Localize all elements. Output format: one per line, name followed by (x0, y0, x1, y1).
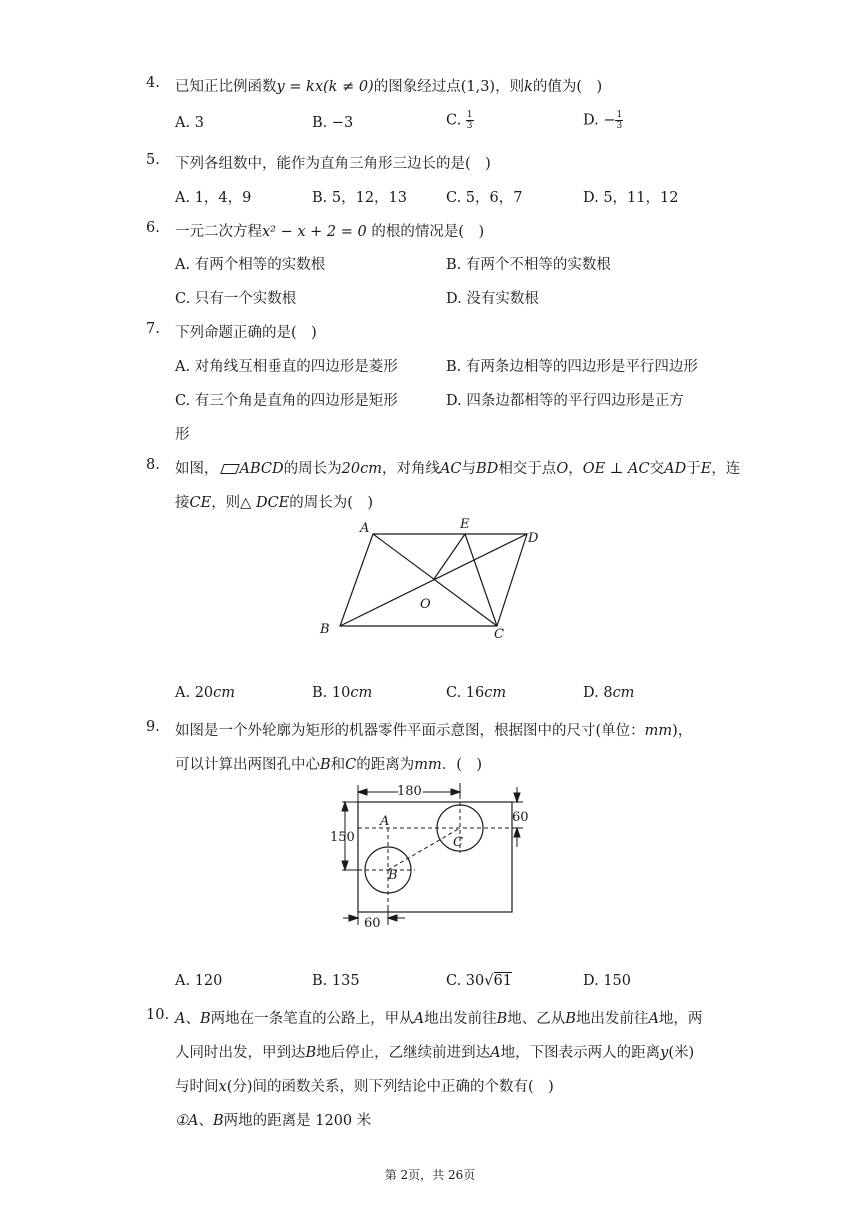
stem-text: 地，下图表示两人的距离 (500, 1045, 661, 1061)
option-label: D. − (583, 112, 616, 129)
label-d: D (528, 531, 539, 546)
arrow-60-bottom-left (349, 915, 358, 921)
segment-ce (465, 534, 497, 626)
label-a: A (380, 814, 390, 829)
point: A (648, 1011, 659, 1027)
question-stem-line2 (175, 753, 482, 774)
question-number: 9. (146, 719, 160, 735)
option-label: C. 30 (446, 973, 485, 989)
option-b[interactable]: B. 135 (312, 973, 360, 989)
label-c: C (494, 627, 504, 642)
option-b[interactable]: B. 有两条边相等的四边形是平行四边形 (446, 359, 698, 375)
option-c[interactable] (446, 685, 506, 701)
stem-text: 的图象经过点 (373, 79, 461, 95)
stem-text: ，连 (711, 461, 741, 477)
option-c[interactable] (446, 110, 474, 131)
point: B (496, 1011, 508, 1027)
question-stem-line1 (175, 1007, 702, 1028)
label-b: B (320, 622, 330, 637)
question-stem (175, 75, 602, 96)
stem-text: 地出发前往 (575, 1011, 649, 1027)
stem-text: 的周长为( ) (289, 495, 374, 511)
stem-text: 于 (686, 461, 701, 477)
stem-text: ，则△ (211, 495, 256, 511)
statement-1 (175, 1109, 371, 1130)
variable: x (218, 1079, 227, 1095)
question-number: 10. (146, 1007, 170, 1023)
dash-line-bc (388, 828, 460, 870)
stem-text: 可以计算出两图孔中心 (175, 757, 320, 773)
stem-text: 相交于点 (498, 461, 557, 477)
triangle-name: DCE (255, 495, 290, 511)
dim-label-60-right: 60 (512, 810, 529, 825)
point: A (490, 1045, 501, 1061)
option-d[interactable] (583, 685, 634, 701)
sqrt-icon: √ (484, 973, 494, 989)
equation: y = kx(k ≠ 0) (276, 79, 374, 95)
stem-text: 两地的距离是 1200 米 (223, 1113, 372, 1129)
stem-text: 接 (175, 495, 190, 511)
arrow-180-left (358, 789, 367, 795)
point: B (305, 1045, 317, 1061)
variable: k (524, 79, 533, 95)
option-b[interactable]: B. −3 (312, 115, 354, 131)
stem-text: 交 (649, 461, 665, 477)
stem-text: 的值为( ) (532, 79, 603, 95)
option-b[interactable] (312, 685, 372, 701)
length: 20cm (341, 461, 382, 477)
stem-text: 地后停止，乙继续前进到达 (316, 1045, 491, 1061)
option-c[interactable]: C. 只有一个实数根 (175, 291, 297, 307)
unit: cm (213, 685, 236, 701)
stem-text: 一元二次方程 (175, 224, 262, 240)
dim-label-180: 180 (397, 784, 422, 799)
point: A (413, 1011, 425, 1027)
stem-text: 的距离为 (356, 757, 415, 773)
stem-text: (米) (668, 1045, 695, 1061)
question-number: 5. (146, 152, 160, 168)
question-stem-line2 (175, 1041, 694, 1062)
stem-text: 两地在一条笔直的公路上，甲从 (210, 1011, 414, 1027)
stem-text: 地出发前往 (424, 1011, 497, 1027)
point: C (345, 757, 357, 773)
arrow-150-bottom (342, 861, 348, 870)
parallelogram-figure (310, 512, 550, 642)
stem-text: 人同时出发，甲到达 (175, 1045, 306, 1061)
stem-text: 的根的情况是( ) (366, 224, 485, 240)
option-d[interactable]: D. 5，11，12 (583, 190, 679, 206)
point: A (175, 1011, 186, 1027)
option-c[interactable]: C. 有三个角是直角的四边形是矩形 (175, 393, 398, 409)
segment: BD (476, 461, 499, 477)
relation: OE ⊥ AC (582, 461, 650, 477)
diagonal-ac (373, 534, 497, 626)
unit: cm (350, 685, 373, 701)
denominator: 3 (616, 121, 623, 131)
unit: cm (484, 685, 507, 701)
stem-text: 已知正比例函数 (175, 79, 277, 95)
stem-text: )， (672, 723, 693, 739)
stem-text: 与 (461, 461, 477, 477)
option-a[interactable]: A. 120 (175, 973, 223, 989)
option-label: B. 10 (312, 685, 351, 701)
unit: mm (414, 757, 442, 773)
stem-text: 地、乙从 (507, 1011, 566, 1027)
stem-text: (分)间的函数关系，则下列结论中正确的个数有( ) (226, 1079, 554, 1095)
option-a[interactable]: A. 对角线互相垂直的四边形是菱形 (175, 359, 398, 375)
radicand: 61 (493, 973, 512, 989)
numerator: 1 (616, 110, 623, 120)
parallelogram-icon (220, 464, 240, 474)
option-label: D. 8 (583, 685, 613, 701)
page-footer: 第 2页，共 26页 (384, 1168, 476, 1182)
stem-text: ， (568, 461, 583, 477)
stem-text: 的周长为 (283, 461, 342, 477)
question-stem (175, 220, 484, 241)
point: E (700, 461, 712, 477)
dim-label-150: 150 (330, 830, 355, 845)
option-a[interactable] (175, 685, 235, 701)
question-number: 4. (146, 75, 160, 91)
question-stem-line1 (175, 457, 740, 478)
arrow-60-bottom-right (388, 915, 397, 921)
option-c[interactable] (446, 973, 512, 989)
option-c[interactable]: C. 5，6，7 (446, 190, 523, 206)
figure-name: ABCD (239, 461, 284, 477)
segment: CE (189, 495, 212, 511)
arrow-60-right-top (514, 793, 520, 802)
point: O (556, 461, 569, 477)
arrow-60-right-bottom (514, 828, 520, 837)
stem-text: ，对角线 (381, 461, 440, 477)
question-number: 6. (146, 220, 160, 236)
variable: y (660, 1045, 669, 1061)
question-number: 8. (146, 457, 160, 473)
stem-text: 地，两 (658, 1011, 703, 1027)
option-d-wrap: 形 (175, 427, 190, 443)
question-stem-line1 (175, 719, 692, 740)
equation: x² − x + 2 = 0 (262, 224, 367, 240)
option-label: C. 16 (446, 685, 485, 701)
fraction (615, 110, 623, 131)
option-d[interactable] (583, 110, 623, 131)
denominator: 3 (466, 121, 473, 131)
question-stem-line2 (175, 491, 373, 512)
machine-part-figure (325, 775, 540, 935)
option-d[interactable]: D. 没有实数根 (446, 291, 539, 307)
arrow-150-top (342, 802, 348, 811)
point: B (212, 1113, 224, 1129)
segment: AC (439, 461, 462, 477)
question-stem: 下列命题正确的是( ) (175, 325, 317, 341)
option-b[interactable]: B. 5，12，13 (312, 190, 408, 206)
stem-text: ．( ) (441, 757, 483, 773)
fraction (466, 110, 474, 131)
point: B (565, 1011, 576, 1027)
unit: cm (612, 685, 635, 701)
stem-text: 、 (185, 1011, 200, 1027)
question-stem-line3 (175, 1075, 554, 1096)
question-number: 7. (146, 321, 160, 337)
segment: AD (664, 461, 687, 477)
stem-text: 、 (198, 1113, 213, 1129)
option-a[interactable]: A. 3 (175, 115, 204, 131)
question-stem: 下列各组数中，能作为直角三角形三边长的是( ) (175, 156, 491, 172)
label-o: O (420, 597, 431, 612)
stem-text: 如图是一个外轮廓为矩形的机器零件平面示意图，根据图中的尺寸(单位： (175, 723, 645, 739)
option-label: A. 20 (175, 685, 214, 701)
point: B (320, 757, 331, 773)
stem-text: 和 (330, 757, 346, 773)
option-d[interactable]: D. 四条边都相等的平行四边形是正方 (446, 393, 684, 409)
label-a: A (360, 521, 370, 536)
point: (1,3) (460, 79, 496, 95)
option-a[interactable]: A. 1，4，9 (175, 190, 252, 206)
unit: mm (644, 723, 673, 739)
option-b[interactable]: B. 有两个不相等的实数根 (446, 257, 611, 273)
stem-text: 如图， (175, 461, 219, 477)
point: A (188, 1113, 199, 1129)
circled-number: ① (175, 1113, 188, 1129)
stem-text: ，则 (495, 79, 525, 95)
numerator: 1 (466, 110, 473, 120)
label-b: B (388, 868, 398, 883)
arrow-180-right (451, 789, 460, 795)
label-e: E (460, 517, 470, 532)
option-label: C. (446, 112, 466, 129)
point: B (199, 1011, 211, 1027)
label-c: C (453, 835, 463, 850)
dim-label-60-bottom: 60 (364, 916, 381, 931)
option-a[interactable]: A. 有两个相等的实数根 (175, 257, 326, 273)
stem-text: 与时间 (175, 1079, 219, 1095)
option-d[interactable]: D. 150 (583, 973, 632, 989)
